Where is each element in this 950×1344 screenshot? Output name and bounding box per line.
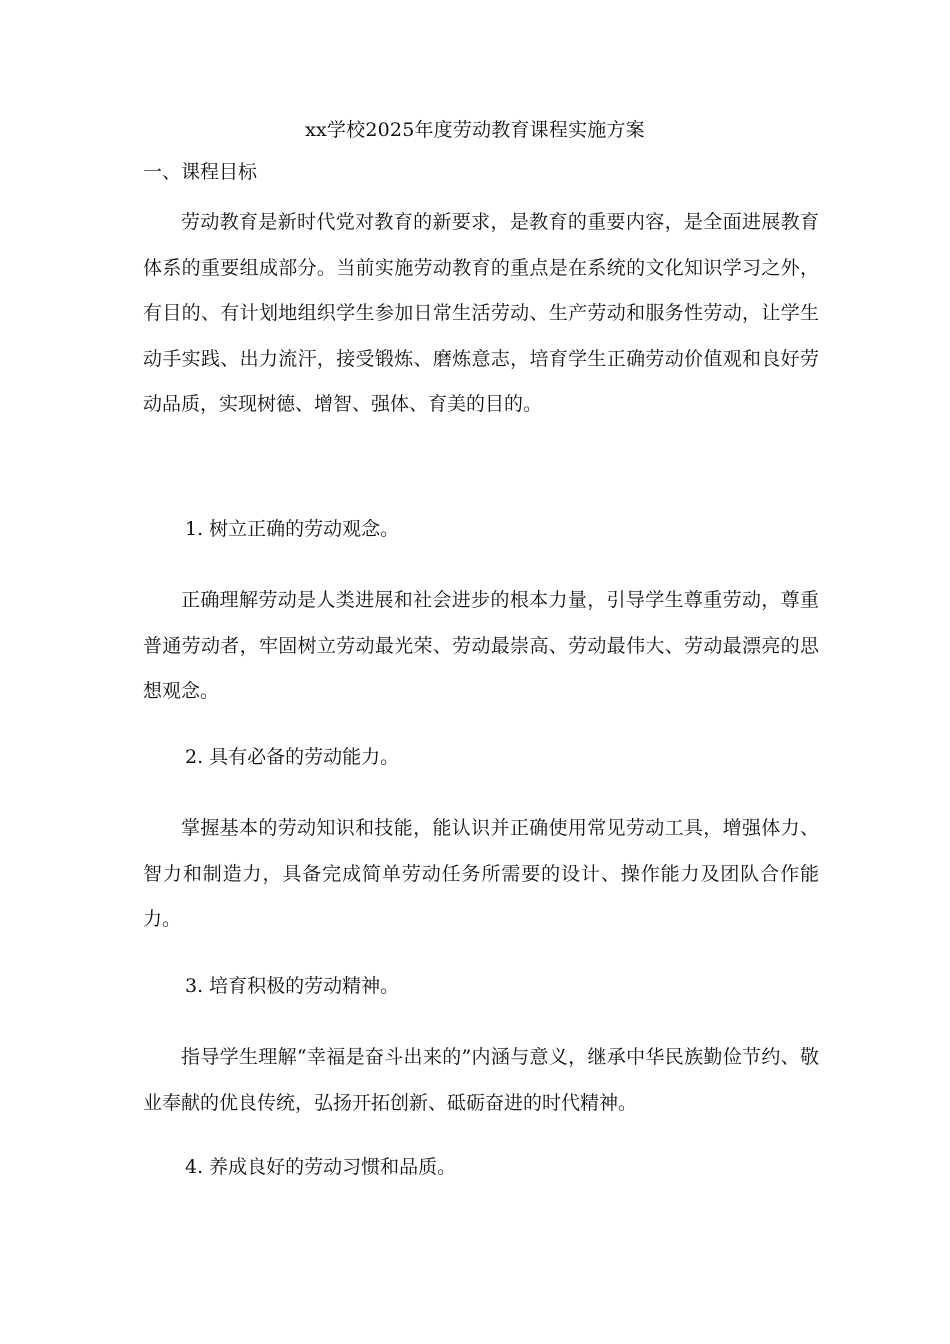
goal-item-2-heading: 2. 具有必备的劳动能力。 <box>185 746 400 768</box>
goal-item-3-heading: 3. 培育积极的劳动精神。 <box>185 975 400 997</box>
section-heading: 一、课程目标 <box>143 161 258 183</box>
goal-item-3-body: 指导学生理解“幸福是奋斗出来的”内涵与意义，继承中华民族勤俭节约、敬业奉献的优良传统，弘扬开拓创新、砥砺奋进的时代精神。 <box>143 1046 819 1114</box>
goal-item-1-body: 正确理解劳动是人类进展和社会进步的根本力量，引导学生尊重劳动，尊重普通劳动者，牢固树立劳动最光荣、劳动最崇高、劳动最伟大、劳动最漂亮的思想观念。 <box>143 589 819 702</box>
goal-item-2-body: 掌握基本的劳动知识和技能，能认识并正确使用常见劳动工具，增强体力、智力和制造力，具备完成简单劳动任务所需要的设计、操作能力及团队合作能力。 <box>143 817 819 930</box>
intro-paragraph: 劳动教育是新时代党对教育的新要求，是教育的重要内容，是全面进展教育体系的重要组成部分。当前实施劳动教育的重点是在系统的文化知识学习之外，有目的、有计划地组织学生参加日常生活劳动、生产劳动和服务性劳动，让学生动手实践、出力流汗，接受锻炼、磨炼意志，培育学生正确劳动价值观和良好劳动品质，实现树德、增智、强体、育美的目的。 <box>143 211 819 415</box>
goal-item-1-heading: 1. 树立正确的劳动观念。 <box>185 518 400 540</box>
document-title: xx学校2025年度劳动教育课程实施方案 <box>305 119 645 141</box>
goal-item-4-heading: 4. 养成良好的劳动习惯和品质。 <box>185 1156 457 1178</box>
